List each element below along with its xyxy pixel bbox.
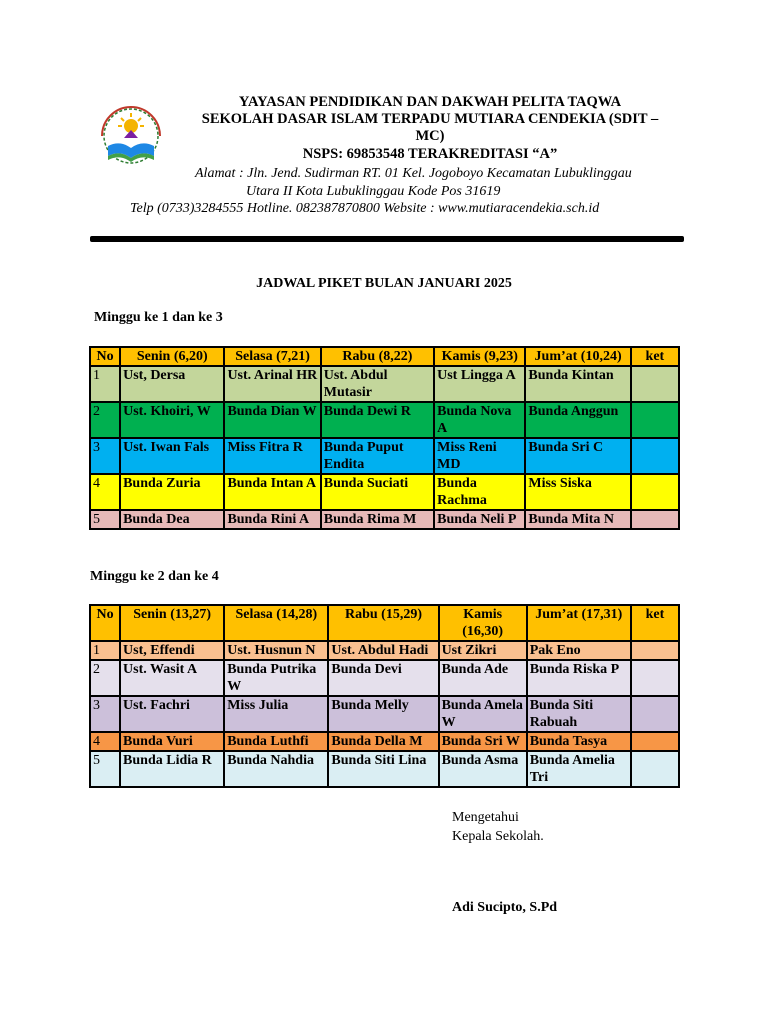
table-row	[90, 732, 679, 751]
row-number: 2	[90, 402, 120, 438]
foundation-name: YAYASAN PENDIDIKAN DAN DAKWAH PELITA TAQWA	[238, 94, 622, 110]
row-number: 2	[90, 660, 120, 696]
table-header-row	[90, 605, 679, 641]
duty-cell: Ust. Iwan Fals	[120, 438, 224, 474]
duty-cell: Pak Eno	[527, 641, 631, 660]
row-number: 1	[90, 366, 120, 402]
column-header: Selasa (7,21)	[224, 347, 320, 366]
duty-cell: Bunda Ade	[439, 660, 527, 696]
table-row	[90, 402, 679, 438]
duty-cell: Miss Fitra R	[224, 438, 320, 474]
row-number: 5	[90, 751, 120, 787]
table-row	[90, 751, 679, 787]
duty-cell: Bunda Melly	[328, 696, 438, 732]
header-divider	[90, 236, 684, 242]
duty-cell: Bunda Siti Rabuah	[527, 696, 631, 732]
duty-cell: Miss Reni MD	[434, 438, 525, 474]
duty-cell: Bunda Luthfi	[224, 732, 328, 751]
duty-cell: Ust. Wasit A	[120, 660, 224, 696]
duty-cell: Bunda Siti Lina	[328, 751, 438, 787]
row-number: 4	[90, 732, 120, 751]
document-title: JADWAL PIKET BULAN JANUARI 2025	[256, 276, 512, 291]
schedule-table-1	[89, 346, 680, 530]
column-header: ket	[631, 347, 679, 366]
duty-cell: Bunda Della M	[328, 732, 438, 751]
duty-cell: Bunda Dewi R	[321, 402, 434, 438]
duty-cell	[631, 438, 679, 474]
duty-cell: Ust. Abdul Mutasir	[321, 366, 434, 402]
duty-cell: Bunda Sri W	[439, 732, 527, 751]
duty-cell: Ust Zikri	[439, 641, 527, 660]
school-name-cont: MC)	[415, 128, 445, 144]
column-header: Senin (13,27)	[120, 605, 224, 641]
duty-cell: Bunda Neli P	[434, 510, 525, 529]
duty-cell: Ust, Dersa	[120, 366, 224, 402]
duty-cell: Bunda Asma	[439, 751, 527, 787]
duty-cell: Bunda Mita N	[525, 510, 630, 529]
table-row	[90, 510, 679, 529]
duty-cell: Bunda Riska P	[527, 660, 631, 696]
column-header: No	[90, 347, 120, 366]
column-header: Selasa (14,28)	[224, 605, 328, 641]
duty-cell: Bunda Dea	[120, 510, 224, 529]
acknowledged-label: Mengetahui	[452, 810, 519, 825]
duty-cell: Bunda Intan A	[224, 474, 320, 510]
row-number: 5	[90, 510, 120, 529]
school-name: SEKOLAH DASAR ISLAM TERPADU MUTIARA CENDEKIA (SDIT –	[201, 111, 659, 127]
duty-cell: Bunda Nahdia	[224, 751, 328, 787]
table2-subtitle: Minggu ke 2 dan ke 4	[90, 569, 219, 584]
duty-cell: Bunda Kintan	[525, 366, 630, 402]
table-row	[90, 438, 679, 474]
duty-cell: Bunda Amelia Tri	[527, 751, 631, 787]
table-row	[90, 660, 679, 696]
duty-cell	[631, 696, 679, 732]
duty-cell: Ust. Fachri	[120, 696, 224, 732]
duty-cell: Bunda Amela W	[439, 696, 527, 732]
school-logo	[94, 96, 168, 174]
duty-cell: Ust. Abdul Hadi	[328, 641, 438, 660]
duty-cell: Ust. Husnun N	[224, 641, 328, 660]
duty-cell	[631, 402, 679, 438]
row-number: 1	[90, 641, 120, 660]
table-row	[90, 474, 679, 510]
principal-title: Kepala Sekolah.	[452, 829, 544, 844]
schedule-table-2	[89, 604, 680, 788]
duty-cell	[631, 732, 679, 751]
duty-cell: Bunda Zuria	[120, 474, 224, 510]
row-number: 3	[90, 438, 120, 474]
duty-cell	[631, 474, 679, 510]
duty-cell: Bunda Suciati	[321, 474, 434, 510]
duty-cell: Bunda Vuri	[120, 732, 224, 751]
duty-cell: Ust, Effendi	[120, 641, 224, 660]
duty-cell: Bunda Puput Endita	[321, 438, 434, 474]
duty-cell: Bunda Rachma	[434, 474, 525, 510]
duty-cell: Bunda Rima M	[321, 510, 434, 529]
duty-cell: Bunda Anggun	[525, 402, 630, 438]
column-header: Jum’at (17,31)	[527, 605, 631, 641]
duty-cell: Bunda Nova A	[434, 402, 525, 438]
table1-subtitle: Minggu ke 1 dan ke 3	[94, 310, 223, 325]
table-row	[90, 641, 679, 660]
duty-cell: Miss Siska	[525, 474, 630, 510]
table-header-row	[90, 347, 679, 366]
duty-cell: Bunda Devi	[328, 660, 438, 696]
column-header: Kamis (9,23)	[434, 347, 525, 366]
duty-cell: Ust. Arinal HR	[224, 366, 320, 402]
column-header: Rabu (8,22)	[321, 347, 434, 366]
duty-cell	[631, 510, 679, 529]
duty-cell: Bunda Putrika W	[224, 660, 328, 696]
column-header: Senin (6,20)	[120, 347, 224, 366]
accreditation: NSPS: 69853548 TERAKREDITASI “A”	[302, 146, 558, 162]
principal-name: Adi Sucipto, S.Pd	[452, 900, 558, 915]
table-row	[90, 366, 679, 402]
duty-cell	[631, 641, 679, 660]
duty-cell: Ust. Khoiri, W	[120, 402, 224, 438]
duty-cell: Bunda Sri C	[525, 438, 630, 474]
column-header: Kamis (16,30)	[439, 605, 527, 641]
column-header: ket	[631, 605, 679, 641]
duty-cell	[631, 366, 679, 402]
column-header: Jum’at (10,24)	[525, 347, 630, 366]
column-header: No	[90, 605, 120, 641]
row-number: 3	[90, 696, 120, 732]
duty-cell	[631, 660, 679, 696]
address-line-1: Alamat : Jln. Jend. Sudirman RT. 01 Kel. Jogoboyo Kecamatan Lubuklinggau	[195, 166, 632, 181]
row-number: 4	[90, 474, 120, 510]
duty-cell	[631, 751, 679, 787]
duty-cell: Ust Lingga A	[434, 366, 525, 402]
column-header: Rabu (15,29)	[328, 605, 438, 641]
duty-cell: Bunda Rini A	[224, 510, 320, 529]
contact-line: Telp (0733)3284555 Hotline. 082387870800 Website : www.mutiaracendekia.sch.id	[130, 201, 600, 216]
table-row	[90, 696, 679, 732]
duty-cell: Miss Julia	[224, 696, 328, 732]
duty-cell: Bunda Lidia R	[120, 751, 224, 787]
duty-cell: Bunda Dian W	[224, 402, 320, 438]
address-line-2: Utara II Kota Lubuklinggau Kode Pos 31619	[246, 184, 501, 199]
duty-cell: Bunda Tasya	[527, 732, 631, 751]
